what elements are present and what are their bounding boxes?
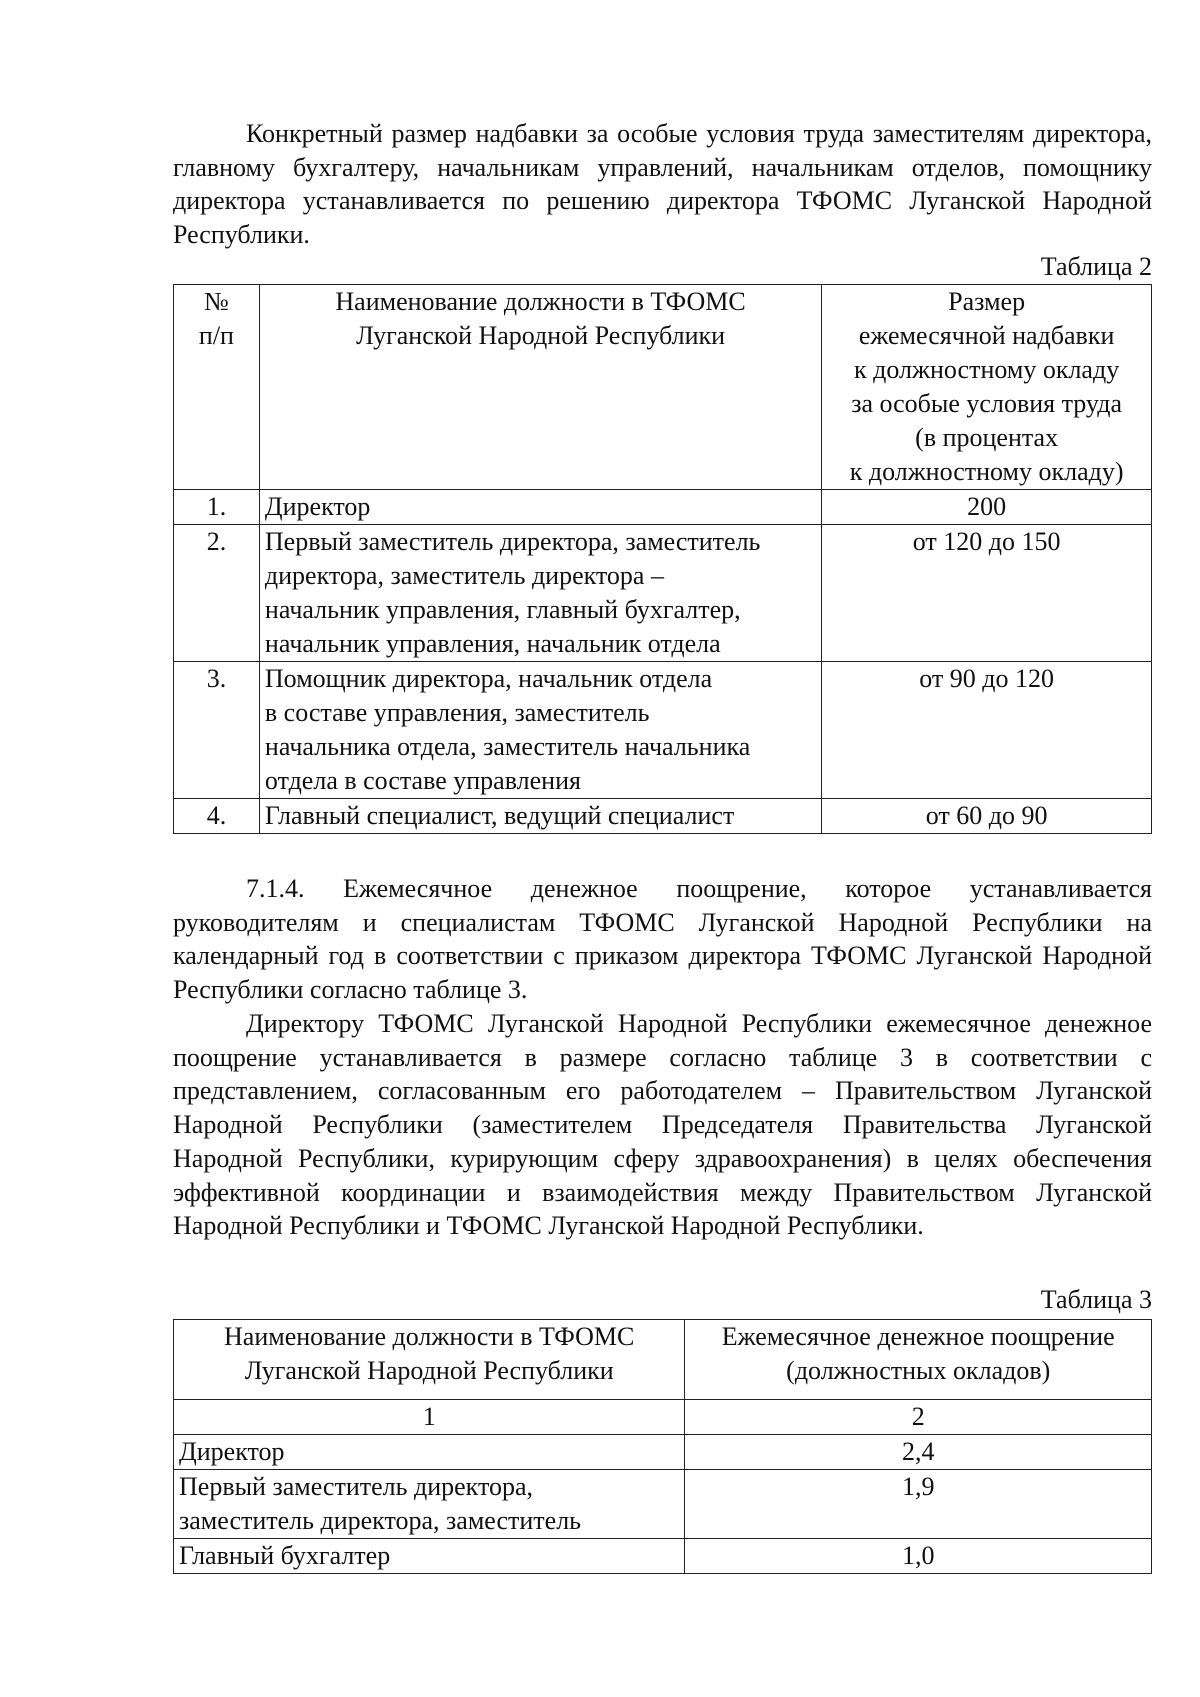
- table-row: [174, 490, 1152, 525]
- table-row: [174, 525, 1152, 662]
- row-position: Директор: [174, 1435, 685, 1470]
- table2-caption: Таблица 2: [1040, 252, 1152, 281]
- paragraph-monthly-reward: 7.1.4. Ежемесячное денежное поощрение, которое устанавливается руководителям и специалистам ТФОМС Луганской Народной Республики на календарный год в соответствии с приказом директора ТФОМС Луганской Народной Республики согласно таблице 3.: [173, 874, 1152, 1005]
- paragraph-director-reward: Директору ТФОМС Луганской Народной Республики ежемесячное денежное поощрение устанавливается в размере согласно таблице 3 в соответствии с представлением, согласованным его работодателем – Правительством Луганской Народной Республики (заместителем Председателя Правительства Луганской Народной Республики, курирующим сферу здравоохранения) в целях обеспечения эффективной координации и взаимодействия между Правительством Луганской Народной Республики и ТФОМС Луганской Народной Республики.: [173, 1009, 1152, 1241]
- table-row: [174, 662, 1152, 799]
- row-position: Главный бухгалтер: [174, 1539, 685, 1574]
- row-size: 200: [822, 490, 1152, 525]
- row-position: Первый заместитель директора, заместитель директора, заместитель: [174, 1470, 685, 1539]
- row-size: от 60 до 90: [822, 799, 1152, 834]
- table2-allowance: [173, 284, 1152, 834]
- row-size: от 120 до 150: [822, 525, 1152, 662]
- row-position: Первый заместитель директора, заместитель директора, заместитель директора – начальник управления, главный бухгалтер, начальник управления, начальник отдела: [259, 525, 821, 662]
- table3-header-position: Наименование должности в ТФОМС Луганской Народной Республики: [174, 1320, 685, 1400]
- table-row: [174, 1435, 1152, 1470]
- table3-header-reward: Ежемесячное денежное поощрение (должностных окладов): [685, 1320, 1152, 1400]
- row-size: от 90 до 120: [822, 662, 1152, 799]
- table-row: [174, 1470, 1152, 1539]
- table3-column-numbers-row: [174, 1400, 1152, 1435]
- row-value: 1,0: [685, 1539, 1152, 1574]
- table2-header-row: [174, 285, 1152, 490]
- column-number: 1: [174, 1400, 685, 1435]
- paragraph-special-conditions: Конкретный размер надбавки за особые условия труда заместителям директора, главному бухгалтеру, начальникам управлений, начальникам отделов, помощнику директора устанавливается по решению директора ТФОМС Луганской Народной Республики.: [173, 119, 1152, 250]
- row-number: 2.: [174, 525, 260, 662]
- table2-header-size: Размер ежемесячной надбавки к должностному окладу за особые условия труда (в процентах к должностному окладу): [822, 285, 1152, 490]
- row-position: Помощник директора, начальник отдела в составе управления, заместитель начальника отдела, заместитель начальника отдела в составе управления: [259, 662, 821, 799]
- table-row: [174, 799, 1152, 834]
- row-position: Главный специалист, ведущий специалист: [259, 799, 821, 834]
- row-value: 2,4: [685, 1435, 1152, 1470]
- table3-caption: Таблица 3: [1040, 1285, 1152, 1314]
- row-number: 3.: [174, 662, 260, 799]
- table2-header-num: № п/п: [174, 285, 260, 490]
- table3-header-row: [174, 1320, 1152, 1400]
- table2-header-position: Наименование должности в ТФОМС Луганской Народной Республики: [259, 285, 821, 490]
- row-number: 1.: [174, 490, 260, 525]
- row-number: 4.: [174, 799, 260, 834]
- column-number: 2: [685, 1400, 1152, 1435]
- table3-monthly-reward: [173, 1319, 1152, 1574]
- table-row: [174, 1539, 1152, 1574]
- row-value: 1,9: [685, 1470, 1152, 1539]
- row-position: Директор: [259, 490, 821, 525]
